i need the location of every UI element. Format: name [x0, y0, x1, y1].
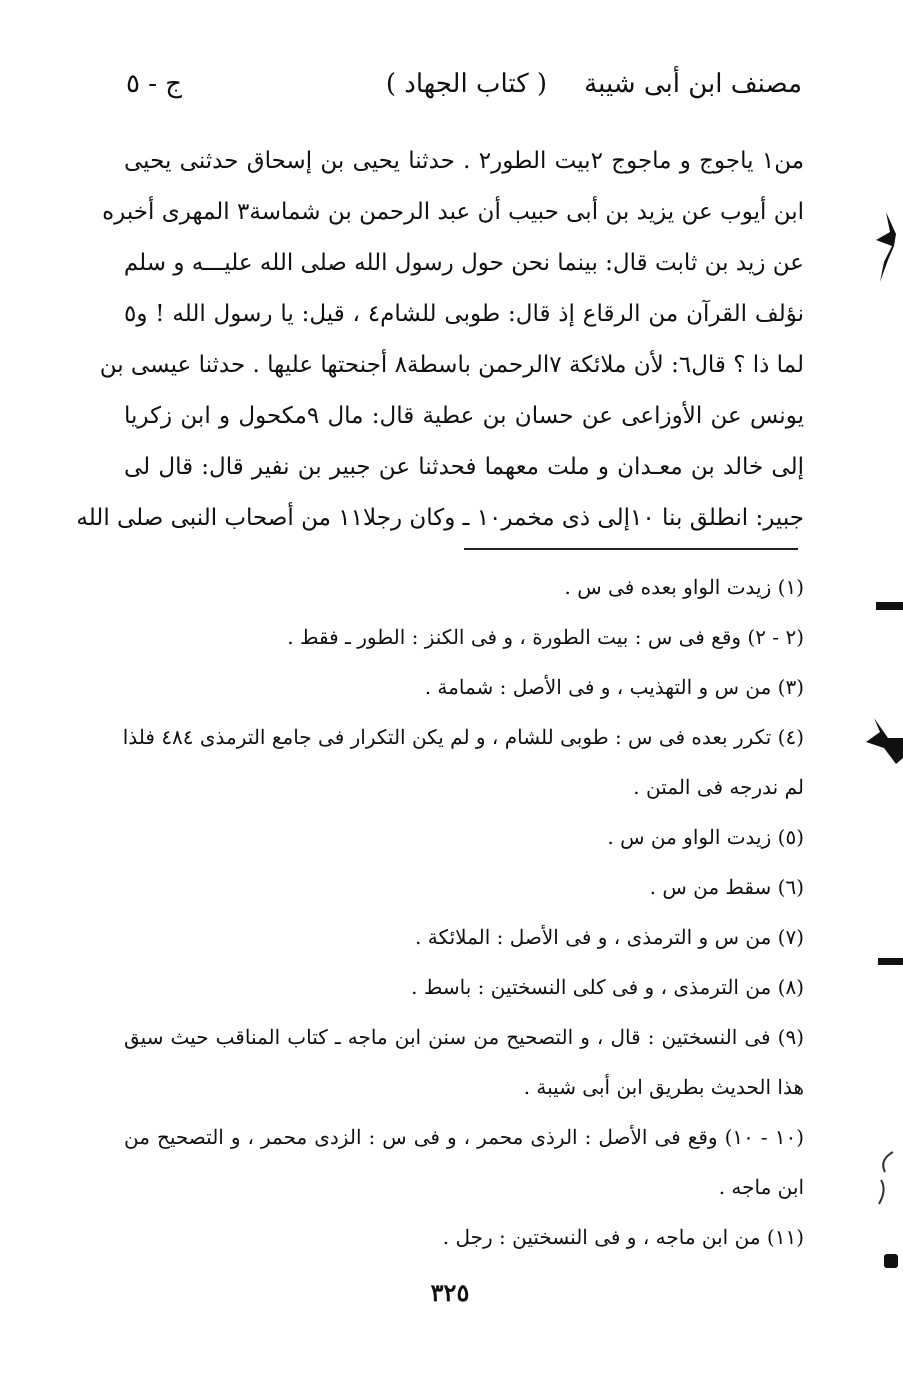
main-text-line: عن زيد بن ثابت قال: بينما نحن حول رسول الله صلى الله عليـــه و سلم [123, 250, 804, 276]
footnote-5 [124, 812, 804, 862]
footnote-line: (٤) تكرر بعده فى س : طوبى للشام ، و لم يكن التكرار فى جامع الترمذى ٤٨٤ فلذا [122, 725, 804, 749]
main-text-block [76, 136, 805, 544]
footnote-line: (٨) من الترمذى ، و فى كلى النسختين : باسط . [411, 975, 804, 999]
footnote-line: (١٠ - ١٠) وقع فى الأصل : الرذى محمر ، و فى س : الزدى محمر ، و التصحيح من [124, 1125, 804, 1149]
main-text-line: ابن أيوب عن يزيد بن أبى حبيب أن عبد الرحمن بن شماسة٣ المهرى أخبره [102, 199, 804, 225]
footnote-line: لم ندرجه فى المتن . [633, 775, 804, 799]
margin-ink-dash [884, 1254, 898, 1268]
margin-ink-mark-middle [866, 718, 903, 768]
footnote-7 [124, 912, 804, 962]
footnote-line: (٧) من س و الترمذى ، و فى الأصل : الملائكة . [415, 925, 804, 949]
page-number: ٣٢٥ [430, 1278, 470, 1307]
footnote-line: ابن ماجه . [718, 1175, 804, 1199]
chapter-title: ( كتاب الجهاد ) [385, 69, 547, 99]
main-text-line: يونس عن الأوزاعى عن حسان بن عطية قال: مال ٩مكحول و ابن زكريا [124, 403, 804, 429]
footnote-line: (١١) من ابن ماجه ، و فى النسختين : رجل . [442, 1225, 804, 1249]
main-text-line: جبير: انطلق بنا ١٠إلى ذى مخمر١٠ ـ وكان رجلا١١ من أصحاب النبى صلى الله [76, 505, 804, 531]
footnote-line: (٩) فى النسختين : قال ، و التصحيح من سنن ابن ماجه ـ كتاب المناقب حيث سيق [124, 1025, 804, 1049]
running-header [126, 64, 802, 114]
main-text-line: إلى خالد بن معـدان و ملت معهما فحدثنا عن جبير بن نفير قال: قال لى [124, 454, 804, 480]
main-text-line: نؤلف القرآن من الرقاع إذ قال: طوبى للشام٤ ، قيل: يا رسول الله ! و٥ [124, 301, 805, 327]
footnote-2 [124, 612, 804, 662]
footnote-line: (٦) سقط من س . [649, 875, 804, 899]
margin-ink-dash [876, 602, 903, 610]
footnote-separator [464, 548, 798, 550]
footnote-3 [124, 662, 804, 712]
footnote-line: (١) زيدت الواو بعده فى س . [564, 575, 804, 599]
footnote-line: هذا الحديث بطريق ابن أبى شيبة . [523, 1075, 804, 1099]
footnote-line: (٢ - ٢) وقع فى س : بيت الطورة ، و فى الكنز : الطور ـ فقط . [287, 625, 804, 649]
footnote-10 [124, 1112, 804, 1212]
footnotes-block [124, 562, 804, 1262]
margin-ink-mark-top [866, 212, 896, 282]
footnote-line: (٥) زيدت الواو من س . [607, 825, 804, 849]
footnote-11 [124, 1212, 804, 1262]
footnote-9 [124, 1012, 804, 1112]
footnote-8 [124, 962, 804, 1012]
main-text-line: من١ ياجوج و ماجوج ٢بيت الطور٢ . حدثنا يحيى بن إسحاق حدثنى يحيى [124, 148, 805, 174]
footnote-4 [124, 712, 804, 812]
margin-bracket-mark [873, 1150, 897, 1210]
book-title: مصنف ابن أبى شيبة [584, 69, 802, 99]
volume-label: ج - ٥ [126, 69, 183, 99]
footnote-1 [124, 562, 804, 612]
main-text-line: لما ذا ؟ قال٦: لأن ملائكة ٧الرحمن باسطة٨ أجنحتها عليها . حدثنا عيسى بن [99, 352, 804, 378]
footnote-line: (٣) من س و التهذيب ، و فى الأصل : شمامة . [424, 675, 804, 699]
margin-ink-dash [878, 958, 903, 965]
footnote-6 [124, 862, 804, 912]
